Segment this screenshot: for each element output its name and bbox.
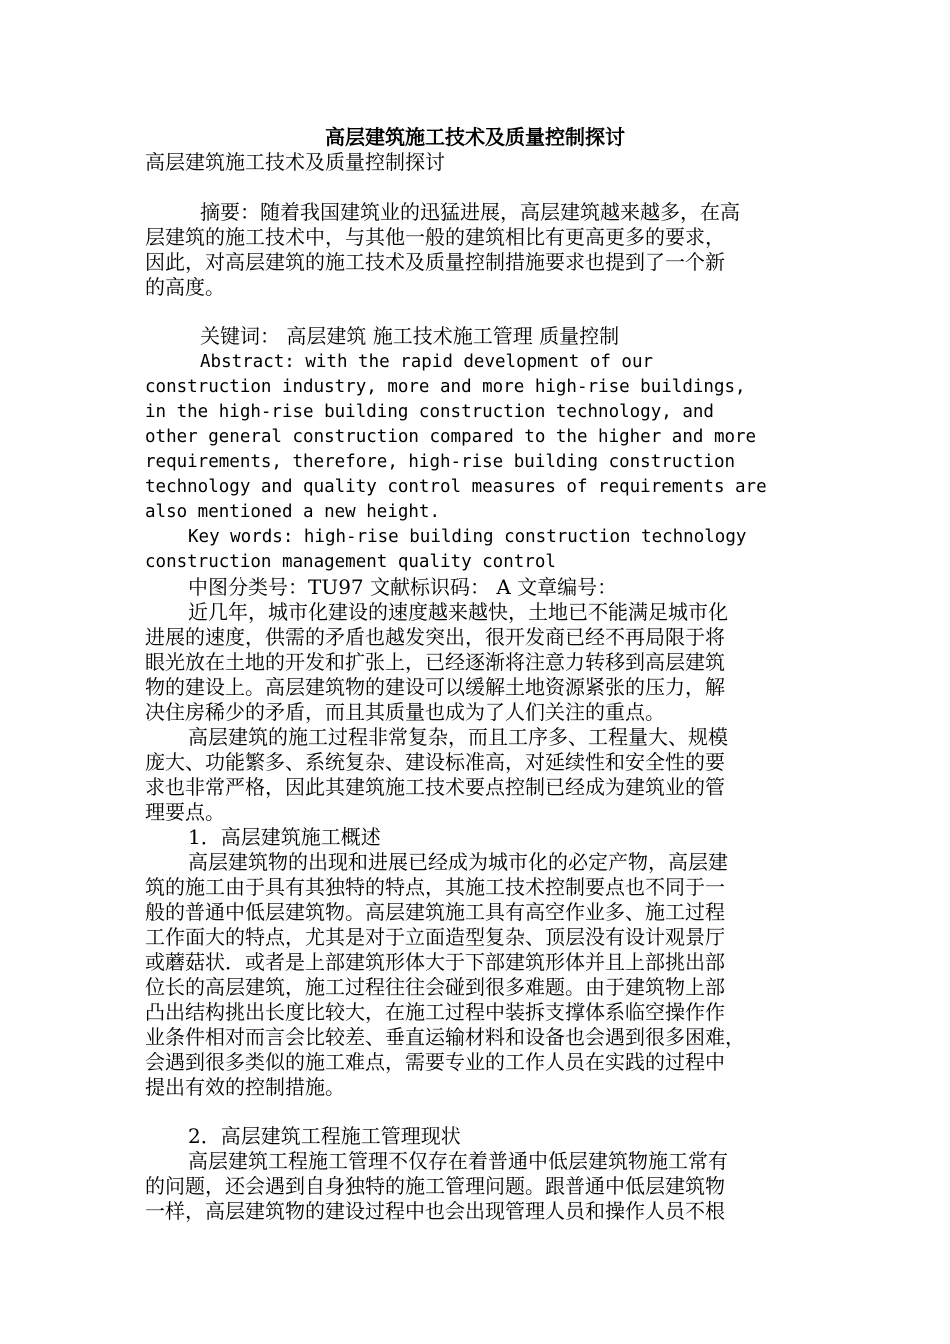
- abstract-en-line: Abstract: with the rapid development of our: [200, 352, 654, 372]
- classification-line: 中图分类号：TU97 文献标识码： A 文章编号：: [188, 575, 618, 599]
- abstract-en-line: also mentioned a new height.: [145, 502, 441, 522]
- paragraph-line: 筑的施工由于具有其独特的特点，其施工技术控制要点也不同于一: [145, 875, 725, 899]
- abstract-zh-line: 层建筑的施工技术中，与其他一般的建筑相比有更高更多的要求，: [145, 225, 725, 249]
- paragraph-line: 般的普通中低层建筑物。高层建筑施工具有高空作业多、施工过程: [145, 900, 725, 924]
- paragraph-line: 近几年，城市化建设的速度越来越快，土地已不能满足城市化: [188, 600, 728, 624]
- paragraph-line: 理要点。: [145, 800, 225, 824]
- section-heading: 2．高层建筑工程施工管理现状: [188, 1124, 461, 1148]
- paragraph-line: 高层建筑工程施工管理不仅存在着普通中低层建筑物施工常有: [188, 1149, 728, 1173]
- abstract-zh-line: 因此，对高层建筑的施工技术及质量控制措施要求也提到了一个新: [145, 250, 725, 274]
- paragraph-line: 或蘑菇状．或者是上部建筑形体大于下部建筑形体并且上部挑出部: [145, 950, 725, 974]
- paragraph-line: 决住房稀少的矛盾，而且其质量也成为了人们关注的重点。: [145, 700, 665, 724]
- keywords-en-line: construction management quality control: [145, 552, 556, 572]
- paragraph-line: 工作面大的特点，尤其是对于立面造型复杂、顶层没有设计观景厅: [145, 925, 725, 949]
- keywords-en-line: Key words: high-rise building construction technology: [188, 527, 747, 547]
- paragraph-line: 业条件相对而言会比较差、垂直运输材料和设备也会遇到很多困难，: [145, 1025, 745, 1049]
- abstract-en-line: requirements, therefore, high-rise building construction: [145, 452, 736, 472]
- paragraph-line: 眼光放在土地的开发和扩张上，已经逐渐将注意力转移到高层建筑: [145, 650, 725, 674]
- paragraph-line: 进展的速度，供需的矛盾也越发突出，很开发商已经不再局限于将: [145, 625, 725, 649]
- keywords-zh: 关键词： 高层建筑 施工技术施工管理 质量控制: [200, 324, 620, 348]
- paragraph-line: 物的建设上。高层建筑物的建设可以缓解土地资源紧张的压力，解: [145, 675, 725, 699]
- abstract-en-line: technology and quality control measures of requirements are: [145, 477, 767, 497]
- abstract-en-line: other general construction compared to the higher and more: [145, 427, 757, 447]
- abstract-zh-line: 的高度。: [145, 275, 225, 299]
- abstract-en-line: in the high-rise building construction technology, and: [145, 402, 714, 422]
- document-subtitle: 高层建筑施工技术及质量控制探讨: [145, 150, 445, 174]
- abstract-zh-line: 摘要：随着我国建筑业的迅猛进展，高层建筑越来越多，在高: [200, 200, 740, 224]
- document-title: 高层建筑施工技术及质量控制探讨: [325, 125, 625, 149]
- paragraph-line: 会遇到很多类似的施工难点，需要专业的工作人员在实践的过程中: [145, 1050, 725, 1074]
- abstract-en-line: construction industry, more and more high-rise buildings,: [145, 377, 746, 397]
- paragraph-line: 高层建筑的施工过程非常复杂，而且工序多、工程量大、规模: [188, 725, 728, 749]
- paragraph-line: 提出有效的控制措施。: [145, 1075, 345, 1099]
- paragraph-line: 凸出结构挑出长度比较大，在施工过程中装拆支撑体系临空操作作: [145, 1000, 725, 1024]
- paragraph-line: 一样，高层建筑物的建设过程中也会出现管理人员和操作人员不根: [145, 1199, 725, 1223]
- paragraph-line: 位长的高层建筑，施工过程往往会碰到很多难题。由于建筑物上部: [145, 975, 725, 999]
- section-heading: 1．高层建筑施工概述: [188, 825, 381, 849]
- paragraph-line: 高层建筑物的出现和进展已经成为城市化的必定产物，高层建: [188, 850, 728, 874]
- paragraph-line: 的问题，还会遇到自身独特的施工管理问题。跟普通中低层建筑物: [145, 1174, 725, 1198]
- paragraph-line: 庞大、功能繁多、系统复杂、建设标准高，对延续性和安全性的要: [145, 750, 725, 774]
- paragraph-line: 求也非常严格，因此其建筑施工技术要点控制已经成为建筑业的管: [145, 775, 725, 799]
